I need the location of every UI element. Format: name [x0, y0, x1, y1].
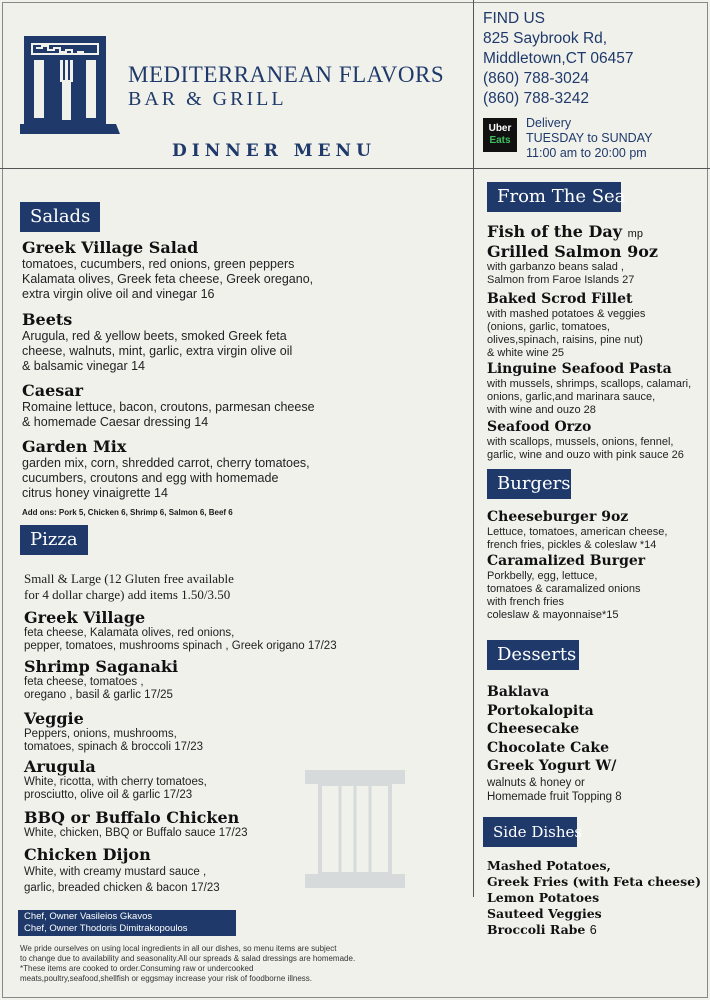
side-dishes-banner: Side Dishes — [483, 817, 577, 847]
side-dish-list: Mashed Potatoes, Greek Fries (with Feta cheese) Lemon Potatoes Sauteed Veggies Broccoli Rabe 6 — [487, 858, 702, 937]
restaurant-subtitle: BAR & GRILL — [128, 88, 287, 110]
uber-eats-logo: Uber Eats — [483, 118, 517, 152]
side-dish-name: Broccoli Rabe — [487, 922, 586, 937]
menu-item: Cheeseburger 9oz Lettuce, tomatoes, american cheese, french fries, pickles & coleslaw *14 — [487, 509, 668, 551]
restaurant-name: MEDITERRANEAN FLAVORS — [128, 62, 445, 87]
address-line-2: Middletown,CT 06457 — [483, 50, 634, 67]
menu-header — [0, 0, 710, 168]
dessert-list: Baklava Portokalopita Cheesecake Chocolate Cake Greek Yogurt W/ walnuts & honey or Homemade fruit Topping 8 — [487, 684, 622, 803]
contact-block — [483, 9, 634, 109]
contact-heading: FIND US — [483, 10, 545, 27]
fish-of-day-name: Fish of the Day — [487, 222, 623, 241]
menu-item — [487, 222, 643, 244]
menu-item: Baked Scrod Fillet with mashed potatoes & veggies (onions, garlic, tomatoes, olives,spinach, raisins, pine nut) & white wine 25 — [487, 291, 646, 359]
menu-item: Veggie Peppers, onions, mushrooms, tomatoes, spinach & broccoli 17/23 — [24, 709, 203, 753]
menu-item: Caramalized Burger Porkbelly, egg, lettuce, tomatoes & caramalized onions with french fries coleslaw & mayonnaise*15 — [487, 553, 646, 621]
phone-2: (860) 788-3242 — [483, 90, 589, 107]
phone-1: (860) 788-3024 — [483, 70, 589, 87]
menu-item: Linguine Seafood Pasta with mussels, shrimps, scallops, calamari, onions, garlic,and marinara sauce, with wine and ouzo 28 — [487, 361, 692, 416]
delivery-days: TUESDAY to SUNDAY — [526, 131, 653, 145]
menu-item: BBQ or Buffalo Chicken White, chicken, BBQ or Buffalo sauce 17/23 — [24, 808, 248, 839]
sea-banner: From The Sea — [487, 182, 621, 212]
side-dish-price: 6 — [589, 923, 597, 937]
pizza-intro: Small & Large (12 Gluten free available for 4 dollar charge) add items 1.50/3.50 — [24, 571, 234, 602]
burgers-banner: Burgers — [487, 469, 571, 499]
menu-item: Grilled Salmon 9oz with garbanzo beans salad , Salmon from Faroe Islands 27 — [487, 242, 658, 286]
menu-item: Beets Arugula, red & yellow beets, smoked Greek feta cheese, walnuts, mint, garlic, extra virgin olive oil & balsamic vinegar 14 — [22, 310, 293, 373]
menu-item: Garden Mix garden mix, corn, shredded carrot, cherry tomatoes, cucumbers, croutons and egg with homemade citrus honey vinaigrette 14 — [22, 437, 310, 500]
salads-banner: Salads — [20, 202, 100, 232]
menu-item: Chicken Dijon White, with creamy mustard sauce , garlic, breaded chicken & bacon 17/23 — [24, 845, 220, 894]
salad-addons: Add ons: Pork 5, Chicken 6, Shrimp 6, Salmon 6, Beef 6 — [22, 508, 233, 517]
header-bottom-rule — [0, 168, 710, 169]
menu-item: Arugula White, ricotta, with cherry tomatoes, prosciutto, olive oil & garlic 17/23 — [24, 757, 207, 801]
menu-footnote: We pride ourselves on using local ingredients in all our dishes, so menu items are subject to change due to availability and seasonality.All our spreads & salad dressings are homemade. *These items are cooked to order.Consuming raw or undercooked meats,poultry,seafood,shellfish or eggsmay increase your risk of foodborne illness. — [20, 944, 356, 983]
menu-item: Seafood Orzo with scallops, mussels, onions, fennel, garlic, wine and ouzo with pink sauce 26 — [487, 419, 684, 461]
column-watermark-icon — [300, 770, 410, 895]
menu-item: Caesar Romaine lettuce, bacon, croutons, parmesan cheese & homemade Caesar dressing 14 — [22, 381, 315, 429]
restaurant-logo — [20, 34, 124, 140]
menu-title: DINNER MENU — [172, 141, 376, 161]
column-divider — [473, 169, 474, 897]
desserts-banner: Desserts — [487, 640, 579, 670]
menu-item: Shrimp Saganaki feta cheese, tomatoes , oregano , basil & garlic 17/25 — [24, 657, 179, 701]
header-divider — [473, 0, 474, 168]
delivery-label: Delivery — [526, 116, 572, 130]
menu-item: Greek Village feta cheese, Kalamata olives, red onions, pepper, tomatoes, mushrooms spinach , Greek origano 17/23 — [24, 608, 337, 652]
delivery-hours: 11:00 am to 20:00 pm — [526, 146, 647, 160]
delivery-info — [526, 116, 652, 161]
fish-of-day-price: mp — [627, 228, 643, 240]
menu-item: Greek Village Salad tomatoes, cucumbers, red onions, green peppers Kalamata olives, Greek feta cheese, Greek oregano, extra virgin olive oil and vinegar 16 — [22, 238, 314, 301]
chef-credits: Chef, Owner Vasileios Gkavos Chef, Owner Thodoris Dimitrakopoulos — [18, 910, 236, 936]
address-line-1: 825 Saybrook Rd, — [483, 30, 608, 47]
pizza-banner: Pizza — [20, 525, 88, 555]
